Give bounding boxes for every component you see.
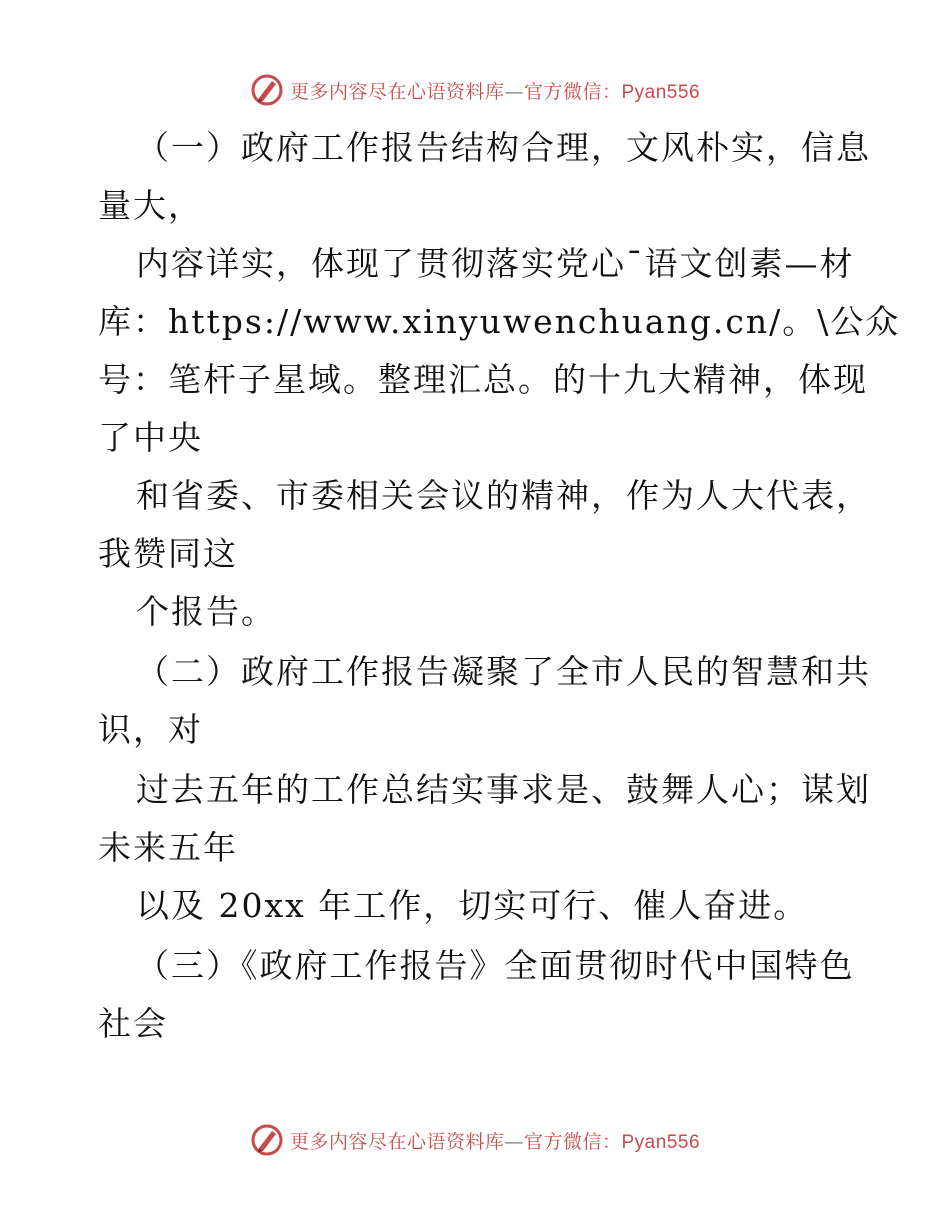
- header-contact-id: Pyan556: [621, 81, 701, 103]
- header-brand-text: 更多内容尽在心语资料库: [289, 80, 505, 103]
- footer-brand-text: 更多内容尽在心语资料库: [289, 1130, 505, 1153]
- footer-banner-text: [290, 1127, 700, 1154]
- body-line: 过去五年的工作总结实事求是、鼓舞人心；谋划: [136, 770, 871, 809]
- body-line: 了中央: [98, 418, 203, 457]
- footer-contact-label: 官方微信：: [523, 1130, 622, 1153]
- body-line: 以及 20xx 年工作，切实可行、催人奋进。: [136, 886, 809, 925]
- footer-watermark-banner: [0, 1120, 950, 1160]
- header-contact-label: 官方微信：: [523, 80, 622, 103]
- body-line: 量大，: [98, 186, 203, 225]
- body-line: 和省委、市委相关会议的精神，作为人大代表，: [136, 476, 871, 515]
- body-line: （二）政府工作报告凝聚了全市人民的智慧和共: [136, 652, 871, 691]
- body-line: 识，对: [98, 710, 203, 749]
- body-line: 社会: [98, 1004, 168, 1043]
- body-line: （三）《政府工作报告》全面贯彻时代中国特色: [136, 946, 855, 985]
- body-line: （一）政府工作报告结构合理，文风朴实，信息: [136, 128, 871, 167]
- body-line: 号：笔杆子星域。整理汇总。的十九大精神，体现: [98, 360, 868, 399]
- body-line: 未来五年: [98, 828, 238, 867]
- footer-contact-id: Pyan556: [621, 1131, 701, 1153]
- body-line: 我赞同这: [98, 534, 238, 573]
- body-line: 个报告。: [136, 592, 276, 631]
- header-separator: —: [504, 80, 524, 103]
- body-line-url: 库：https://www.xinyuwenchuang.cn/。\公众: [98, 302, 901, 341]
- body-line: 内容详实，体现了贯彻落实党心¯语文创素—材: [136, 244, 855, 283]
- footer-separator: —: [504, 1130, 524, 1153]
- pen-logo-icon: [250, 1123, 284, 1157]
